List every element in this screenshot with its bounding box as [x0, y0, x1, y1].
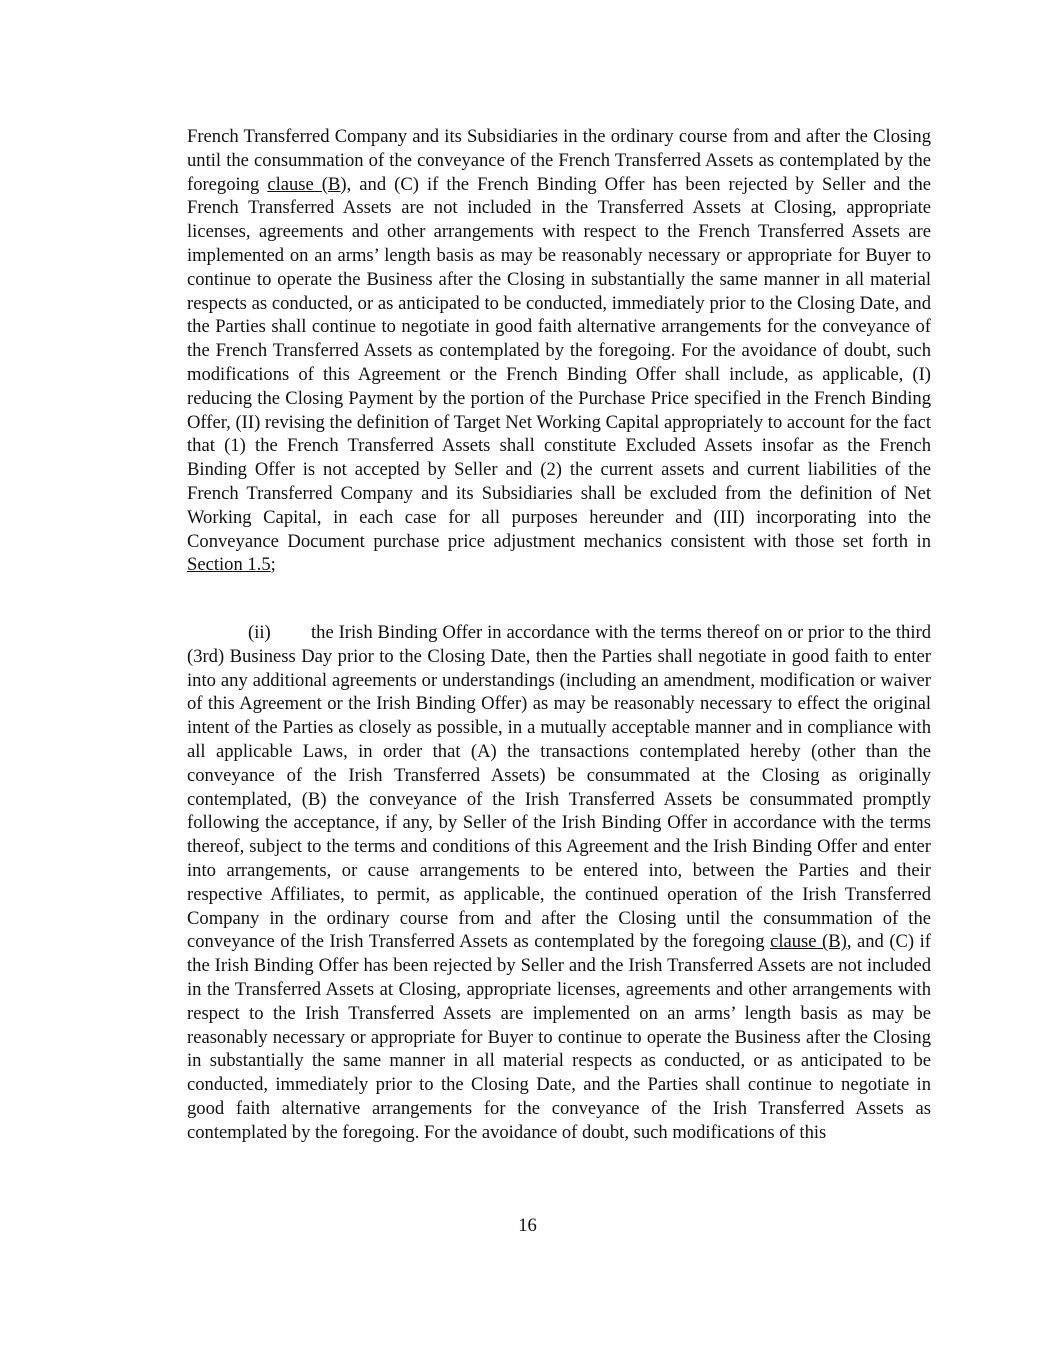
paragraph-text: the Irish Binding Offer in accordance with the terms thereof on or prior to the third (3rd) Business Day prior to the Closing Date, then the Parties shall negotiate in good faith to enter into any additional agreements or understandings (including an amendment, modification or waiver of this Agreement or the Irish Binding Offer) as may be reasonably necessary to effect the original intent of the Parties as closely as possible, in a mutually acceptable manner and in compliance with all applicable Laws, in order that (A) the transactions contemplated hereby (other than the conveyance of the Irish Transferred Assets) be consummated at the Closing as originally contemplated, (B) the conveyance of the Irish Transferred Assets be consummated promptly following the acceptance, if any, by Seller of the Irish Binding Offer in accordance with the terms thereof, subject to the terms and conditions of this Agreement and the Irish Binding Offer and enter into arrangements, or cause arrangements to be entered into, between the Parties and their respective Affiliates, to permit, as applicable, the continued operation of the Irish Transferred Company in the ordinary course from and after the Closing until the consummation of the conveyance of the Irish Transferred Assets as contemplated by the foregoing — [187, 622, 931, 953]
section-1-5-reference: Section 1.5 — [187, 554, 271, 576]
paragraph-text: ; — [270, 554, 276, 576]
clause-b-reference: clause (B) — [770, 931, 847, 953]
paragraph-text: French Transferred Company and its Subsidiaries in the ordinary course from and after the Closing until the consummation of the conveyance of the French Transferred Assets as contemplated by the foregoing — [187, 126, 931, 195]
paragraph-text: , and (C) if the French Binding Offer has been rejected by Seller and the French Transferred Assets are not included in the Transferred Assets at Closing, appropriate licenses, agreements and other arrangements with respect to the French Transferred Assets are implemented on an arms’ length basis as may be reasonably necessary or appropriate for Buyer to continue to operate the Business after the Closing in substantially the same manner in all material respects as conducted, or as anticipated to be conducted, immediately prior to the Closing Date, and the Parties shall continue to negotiate in good faith alternative arrangements for the conveyance of the French Transferred Assets as contemplated by the foregoing. For the avoidance of doubt, such modifications of this Agreement or the French Binding Offer shall include, as applicable, (I) reducing the Closing Payment by the portion of the Purchase Price specified in the French Binding Offer, (II) revising the definition of Target Net Working Capital appropriately to account for the fact that (1) the French Transferred Assets shall constitute Excluded Assets insofar as the French Binding Offer is not accepted by Seller and (2) the current assets and current liabilities of the French Transferred Company and its Subsidiaries shall be excluded from the definition of Net Working Capital, in each case for all purposes hereunder and (III) incorporating into the Conveyance Document purchase price adjustment mechanics consistent with those set forth in — [187, 173, 931, 552]
page-number: 16 — [518, 1215, 537, 1236]
list-enumerator: (ii) — [248, 622, 271, 643]
paragraph-text: , and (C) if the Irish Binding Offer has been rejected by Seller and the Irish Transferred Assets are not included in the Transferred Assets at Closing, appropriate licenses, agreements and other arrangements with respect to the Irish Transferred Assets are implemented on an arms’ length basis as may be reasonably necessary or appropriate for Buyer to continue to operate the Business after the Closing in substantially the same manner in all material respects as conducted, or as anticipated to be conducted, immediately prior to the Closing Date, and the Parties shall continue to negotiate in good faith alternative arrangements for the conveyance of the Irish Transferred Assets as contemplated by the foregoing. For the avoidance of doubt, such modifications of this — [187, 931, 931, 1143]
paragraph-french-transferred-assets — [187, 125, 931, 577]
paragraph-irish-binding-offer — [187, 621, 931, 1145]
clause-b-reference: clause (B) — [267, 173, 347, 195]
